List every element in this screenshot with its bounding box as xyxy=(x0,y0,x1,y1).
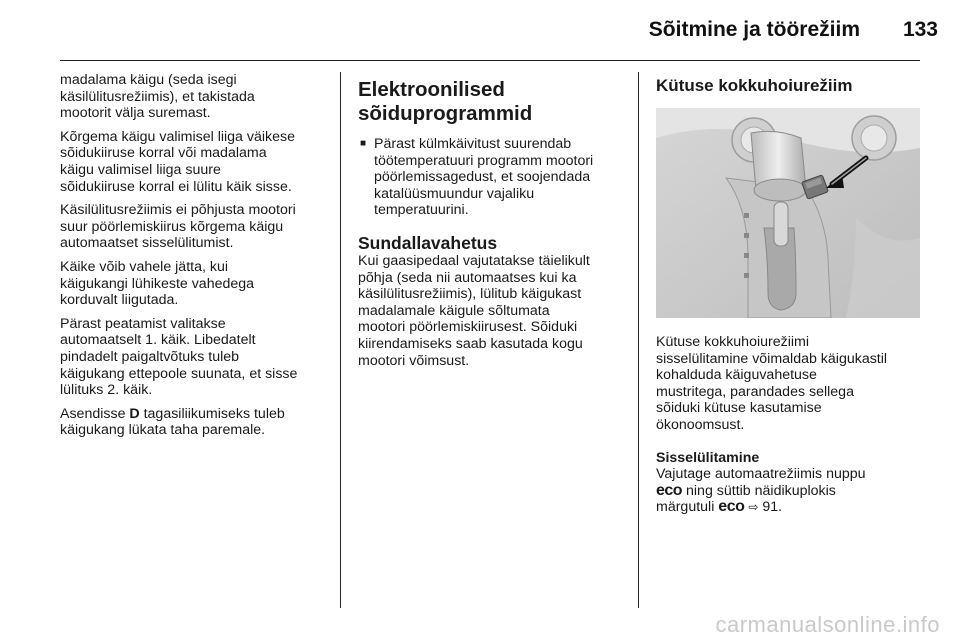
paragraph: Käsilülitusrežiimis ei põhjusta mootori suur pöörlemiskiirus kõrgema käigu automaatset sisselülitumist. xyxy=(60,202,296,252)
eco-button-symbol-icon: eco xyxy=(656,481,683,499)
column-divider-2 xyxy=(638,72,639,608)
subsection-heading: Sundallavahetus xyxy=(358,232,498,253)
bullet-text: Pärast külmkäivitust suurendab töötemperatuuri programm mootori pöörlemissagedust, et soojendada katalüüsmuundur vajaliku temperatuurini. xyxy=(374,136,594,219)
text: tagasiliikumiseks tuleb käigukang lükata taha paremale. xyxy=(60,405,285,439)
gear-d-label: D xyxy=(129,405,140,422)
page-header-title: Sõitmine ja töörežiim xyxy=(648,18,860,41)
text: ning süttib näidikuplokis märgutuli xyxy=(656,482,836,516)
gear-shifter-eco-button-illustration-icon xyxy=(656,108,920,318)
column-1 xyxy=(60,72,332,446)
watermark: carmanualsonline.info xyxy=(715,612,940,637)
bullet-item xyxy=(358,136,626,219)
activation-instructions xyxy=(656,466,924,516)
eco-indicator-symbol-icon: eco xyxy=(718,498,745,516)
page-reference-arrow-icon: ⇨ xyxy=(748,500,759,515)
paragraph: Kõrgema käigu valimisel liiga väikese sõidukiiruse korral või madalama käigu valimisel liiga suure sõidukiiruse korral ei lülitu käik sisse. xyxy=(60,128,295,195)
section-heading: Kütuse kokkuhoiurežiim xyxy=(656,76,853,95)
paragraph: Kui gaasipedaal vajutatakse täielikult põhja (seda nii automaatses kui ka käsilülitusrežiimis), lülitub käigukast madalamale käigule sõltumata mootori pöörlemiskiirusest. Sõiduki kiirendamiseks saab kasutada kogu mootori võimsust. xyxy=(358,252,590,369)
column-3 xyxy=(656,72,924,523)
column-divider-1 xyxy=(340,72,341,608)
paragraph: Pärast peatamist valitakse automaatselt 1. käik. Libedatelt pindadelt paigaltvõtuks tuleb käigukang ettepoole suunata, et sisse lülituks 2. käik. xyxy=(60,315,298,399)
text: Asendisse xyxy=(60,405,130,422)
paragraph: Käike võib vahele jätta, kui käigukangi lühikeste vahedega korduvalt liigutada. xyxy=(60,258,255,309)
paragraph-gear-d xyxy=(60,406,332,439)
column-2 xyxy=(358,72,626,376)
bullet-icon: ■ xyxy=(360,138,367,149)
subsection-heading: Sisselülitamine xyxy=(656,449,760,466)
page-number: 133 xyxy=(902,18,938,41)
paragraph: madalama käigu (seda isegi käsilülitusrežiimis), et takistada mootorit välja suremast. xyxy=(60,72,255,122)
page-reference: 91. xyxy=(758,499,783,516)
header-rule xyxy=(60,60,920,61)
paragraph: Kütuse kokkuhoiurežiimi sisselülitamine võimaldab käigukastil kohalduda käiguvahetuse mustritega, parandades sellega sõiduki kütuse kasutamise ökonoomsust. xyxy=(656,334,888,433)
text: Vajutage automaatrežiimis nuppu xyxy=(656,466,866,483)
section-heading: Elektroonilised sõiduprogrammid xyxy=(358,78,533,125)
